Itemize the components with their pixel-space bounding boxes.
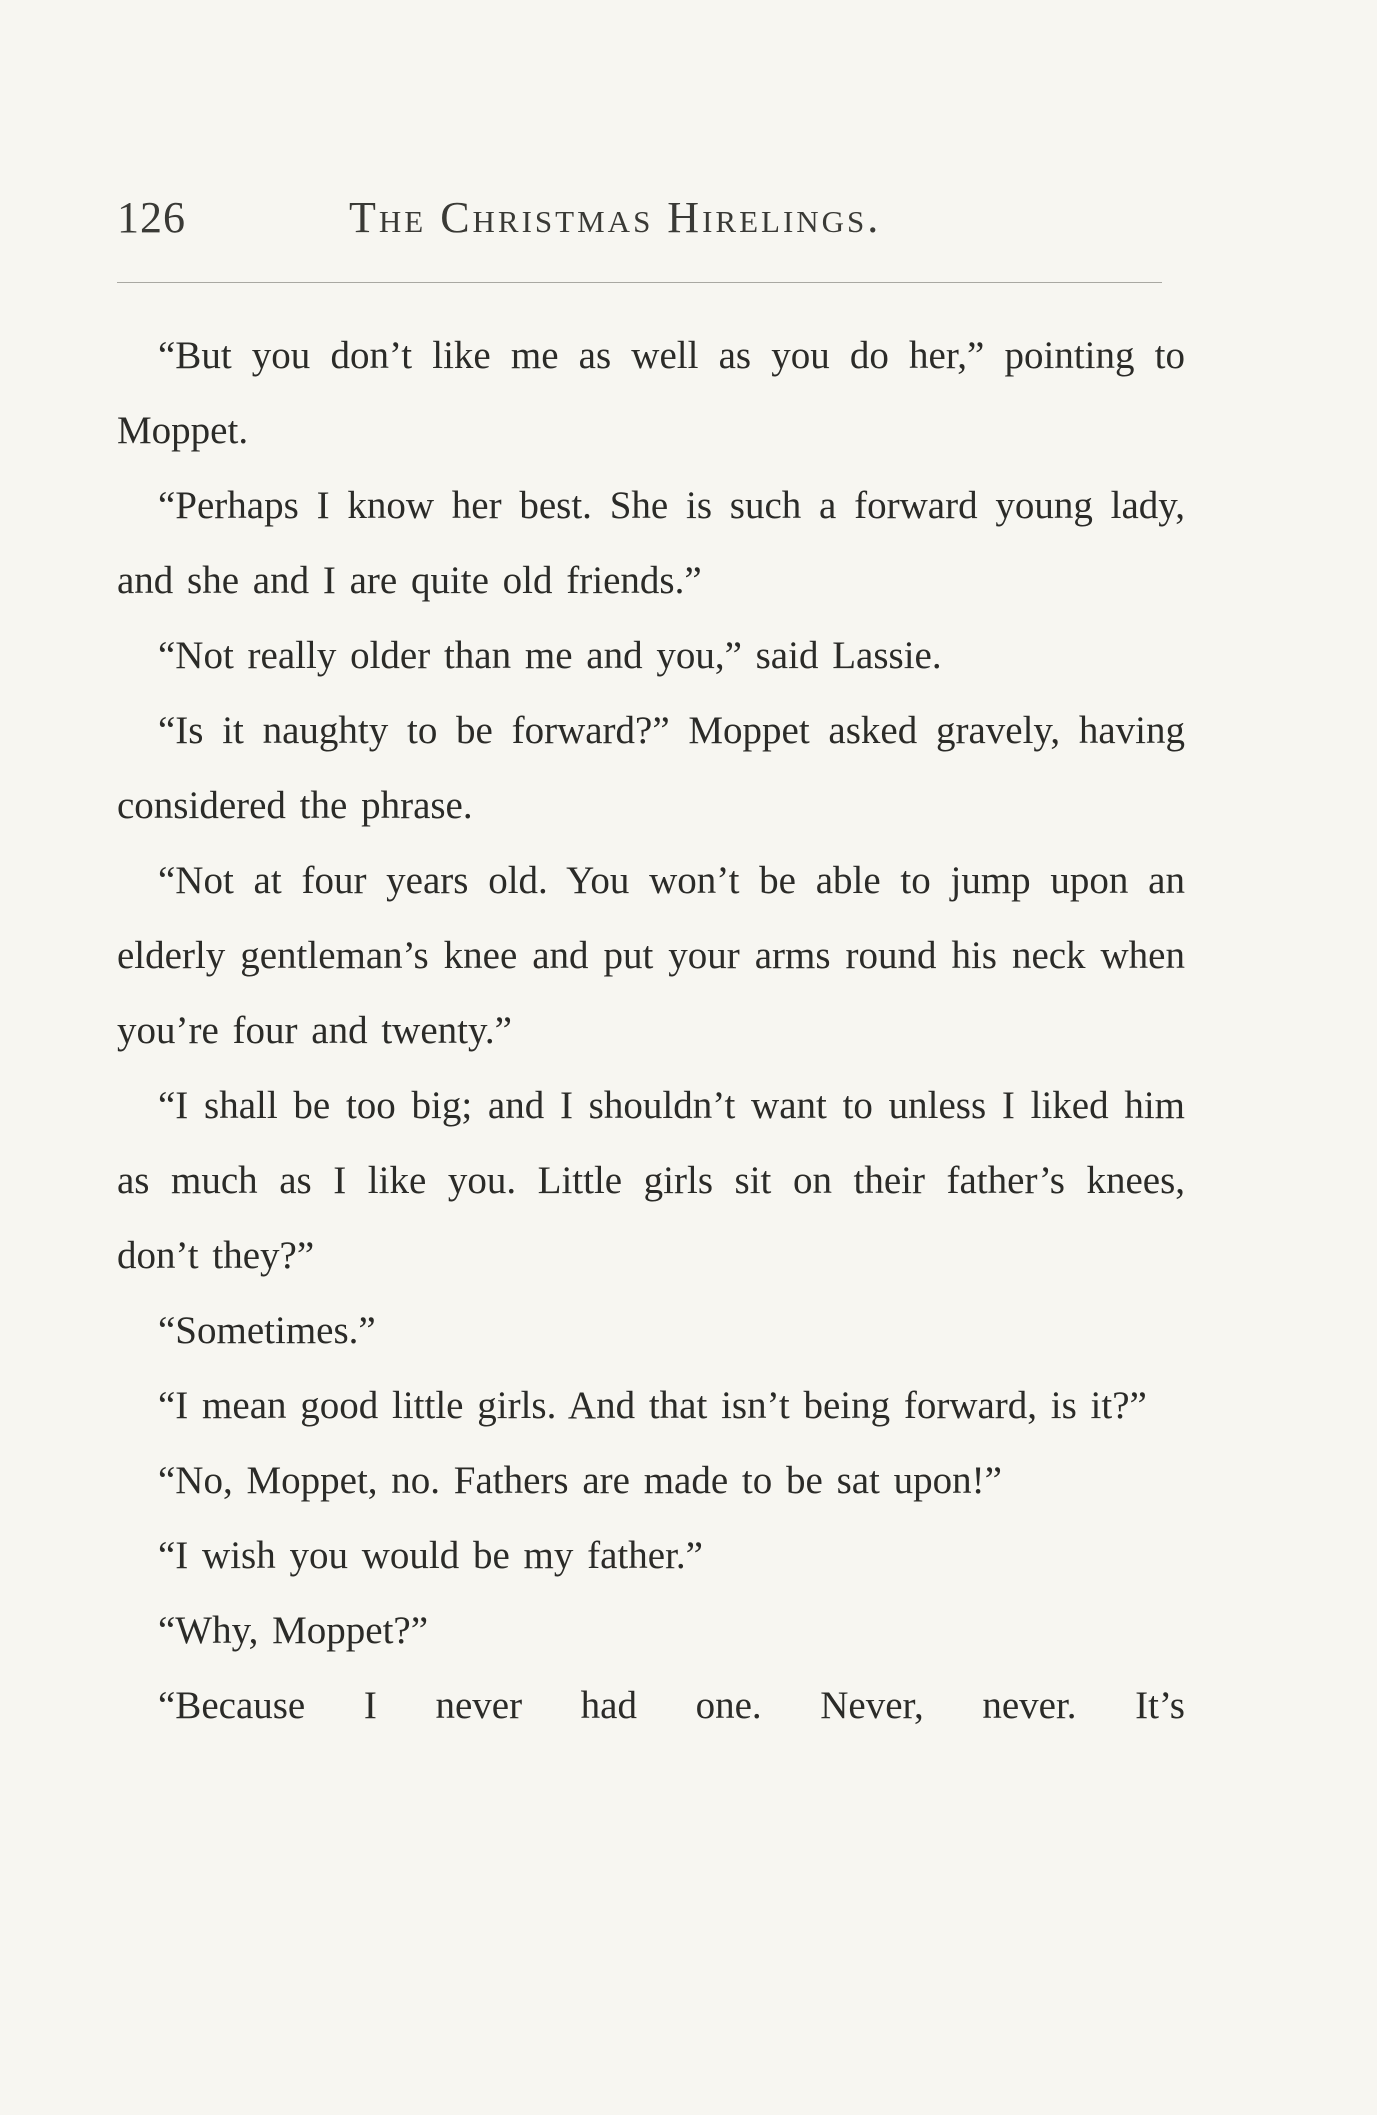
paragraph: “Is it naughty to be forward?” Moppet asked gravely, having considered the phrase. xyxy=(117,709,1185,827)
paragraph: “But you don’t like me as well as you do her,” pointing to Moppet. xyxy=(117,334,1185,452)
page-header xyxy=(117,192,1177,252)
running-title: The Christmas Hirelings. xyxy=(349,193,882,242)
page-number: 126 xyxy=(117,193,186,242)
paragraph: “Not at four years old. You won’t be able to jump upon an elderly gentleman’s knee and put your arms round his neck when you’re four and twenty.” xyxy=(117,859,1185,1052)
paragraph: “Because I never had one. Never, never. It’s xyxy=(158,1684,1185,1727)
paragraph: “I mean good little girls. And that isn’t being forward, is it?” xyxy=(158,1384,1147,1427)
paragraph: “Perhaps I know her best. She is such a forward young lady, and she and I are quite old friends.” xyxy=(117,484,1185,602)
paragraph: “Sometimes.” xyxy=(158,1309,376,1352)
paragraph: “I wish you would be my father.” xyxy=(158,1534,703,1577)
header-rule xyxy=(117,282,1162,283)
body-text xyxy=(117,318,1185,1743)
paragraph: “Why, Moppet?” xyxy=(158,1609,429,1652)
paragraph: “No, Moppet, no. Fathers are made to be sat upon!” xyxy=(158,1459,1002,1502)
paragraph: “I shall be too big; and I shouldn’t want to unless I liked him as much as I like you. Little girls sit on their father’s knees, don’t they?” xyxy=(117,1084,1185,1277)
paragraph: “Not really older than me and you,” said Lassie. xyxy=(158,634,942,677)
